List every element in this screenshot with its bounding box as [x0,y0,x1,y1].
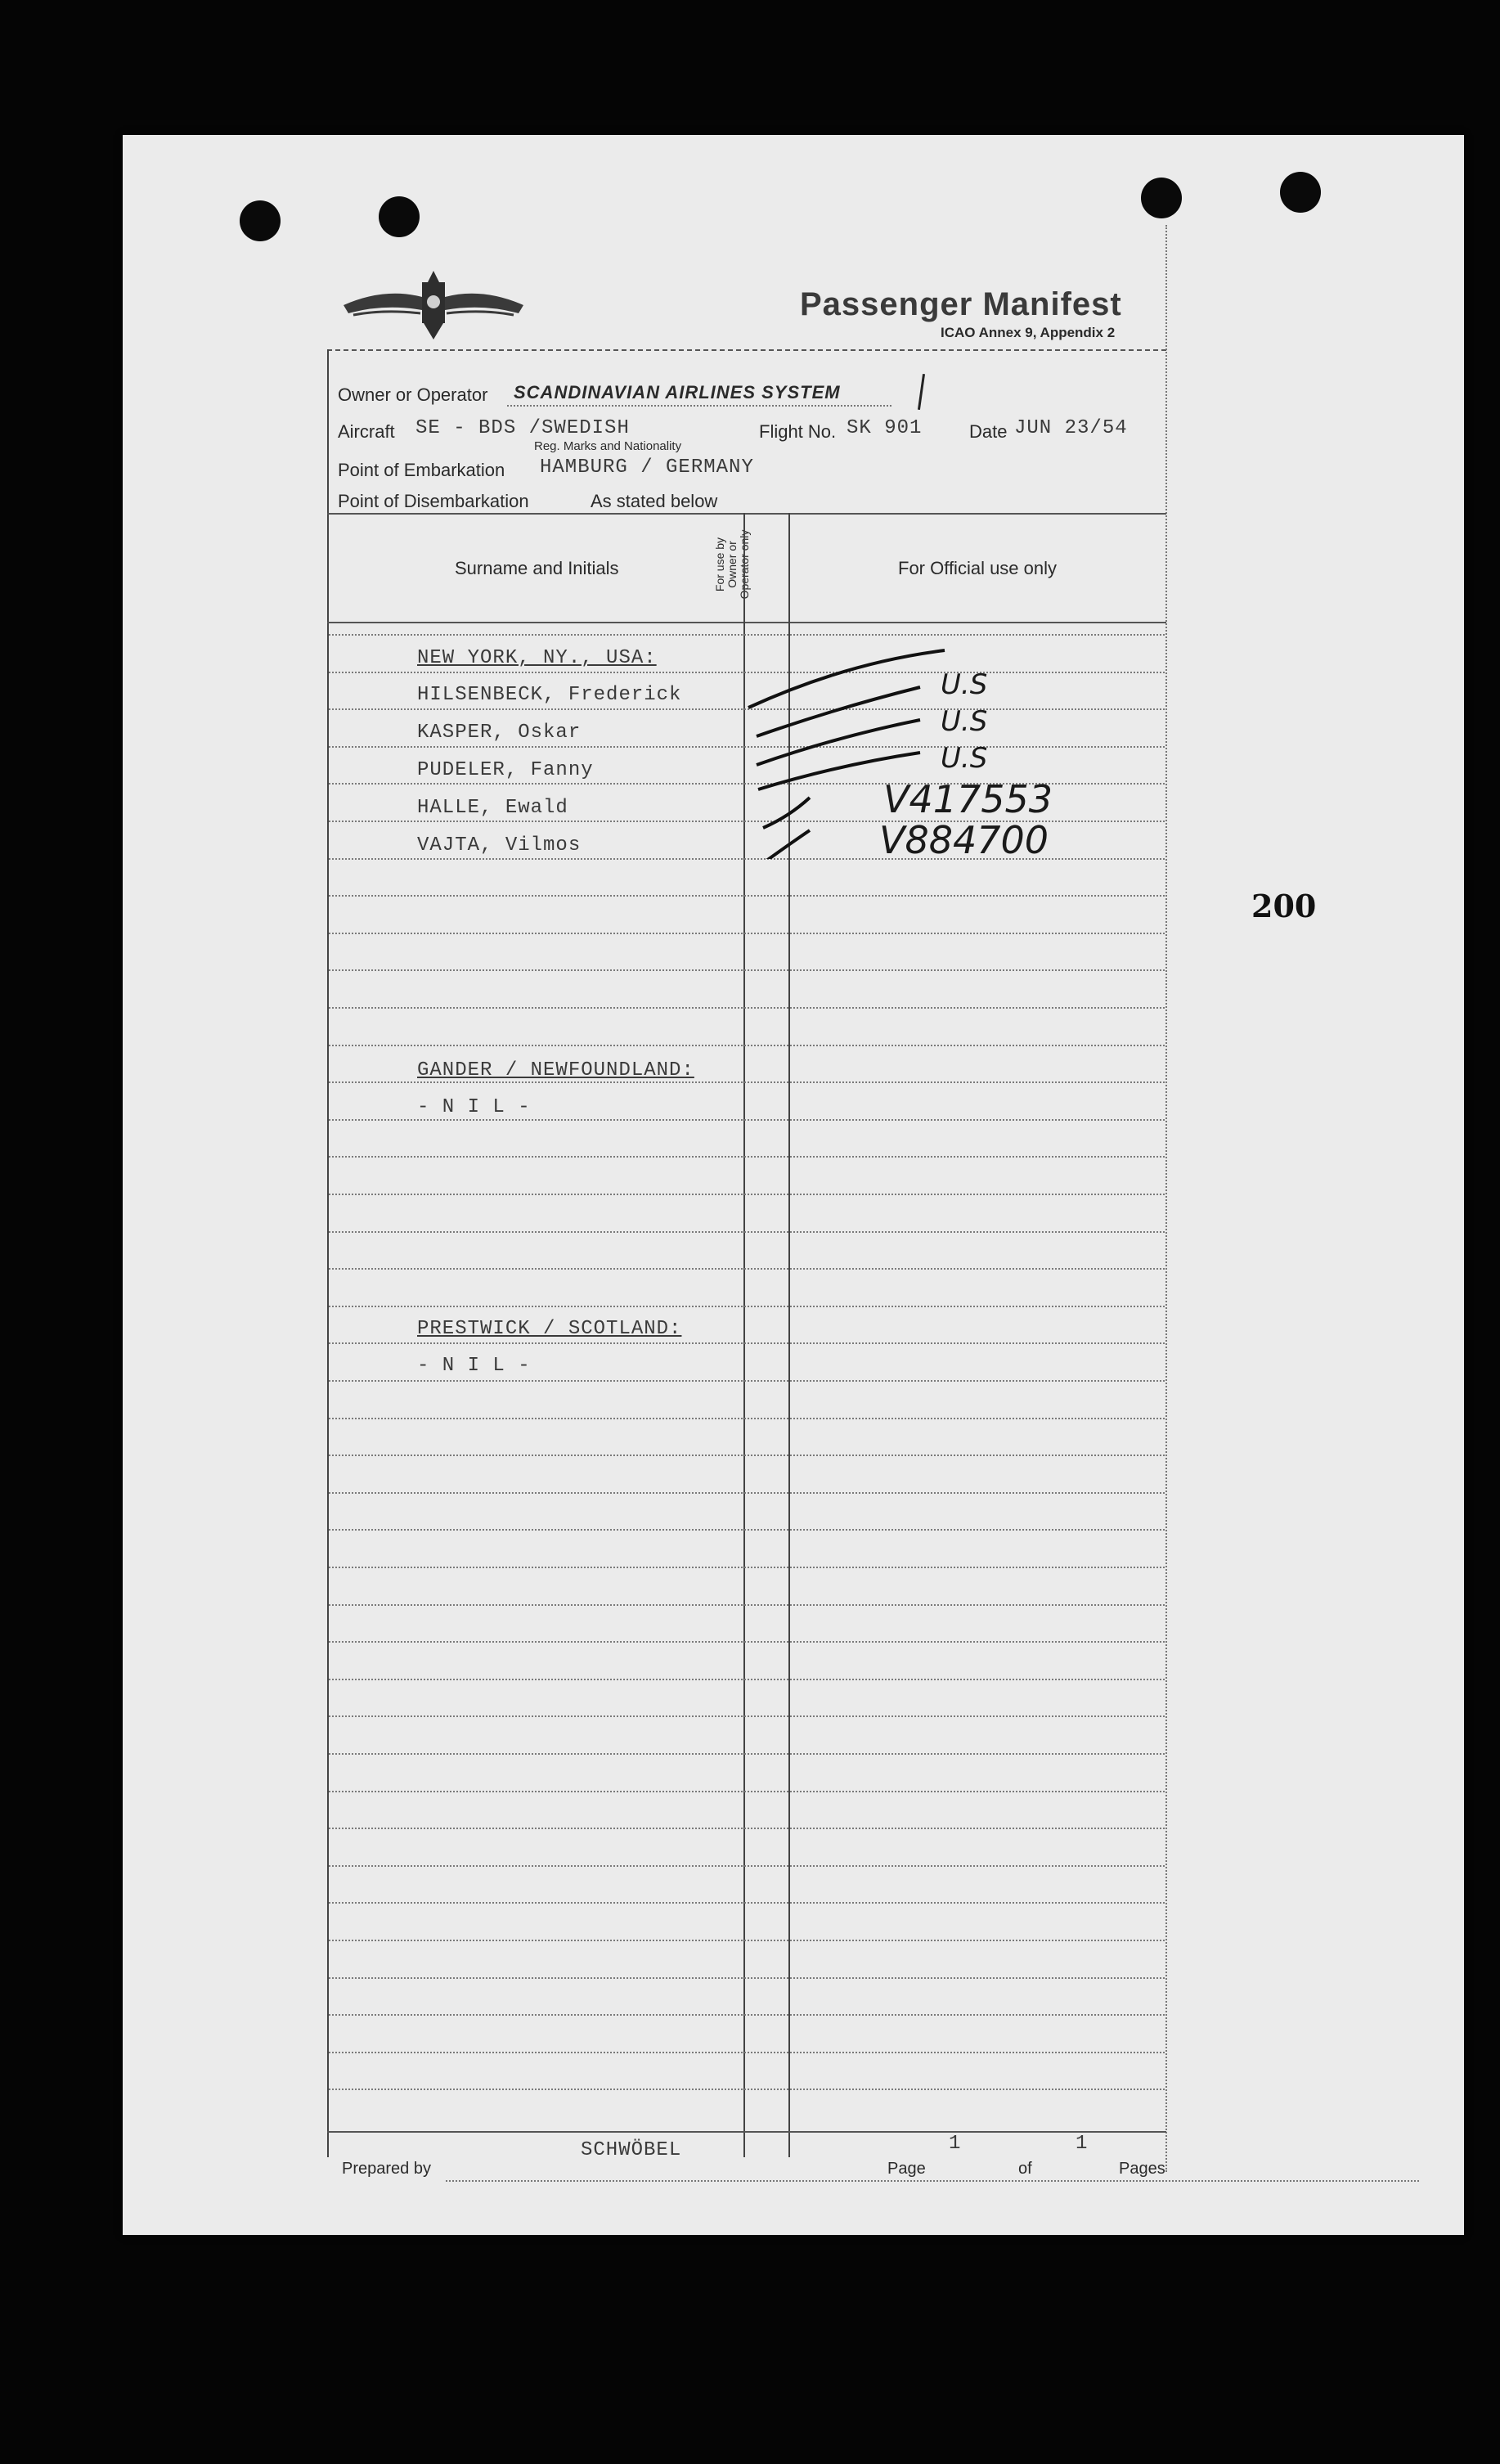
disembarkation-value: As stated below [591,491,718,511]
row-rule [329,1081,1165,1083]
header-rule [327,349,1166,351]
row-rule [329,1492,1165,1494]
official-entry: U.S [941,668,988,701]
row-rule [329,2052,1165,2053]
row-rule [329,2014,1165,2016]
punch-hole [1141,178,1182,218]
prepared-value: SCHWÖBEL [581,2139,682,2161]
row-rule [329,969,1165,971]
passenger-name: HILSENBECK, Frederick [417,684,682,706]
surname-column-header: Surname and Initials [455,558,619,578]
passenger-name: PUDELER, Fanny [417,759,594,781]
row-rule [329,1455,1165,1456]
row-rule [329,2089,1165,2090]
row-rule [329,1194,1165,1195]
row-rule [329,1007,1165,1009]
prepared-label: Prepared by [342,2160,431,2178]
row-rule [329,1679,1165,1680]
flight-label: Flight No. [759,421,837,442]
left-border [327,349,329,2157]
row-rule [329,1940,1165,1941]
row-rule [329,1715,1165,1717]
destination-heading: GANDER / NEWFOUNDLAND: [417,1059,694,1081]
row-rule [329,1529,1165,1531]
row-rule [329,1119,1165,1121]
official-entry: U.S [941,705,988,738]
row-rule [329,1306,1165,1307]
of-label: of [1018,2160,1032,2178]
date-value: JUN 23/54 [1014,417,1128,439]
row-rule [329,1380,1165,1382]
embarkation-label: Point of Embarkation [338,460,505,480]
row-rule [329,1828,1165,1829]
manifest-title: Passenger Manifest [800,286,1122,322]
page-number: 1 [949,2133,962,2155]
table-top-rule [327,513,1166,515]
date-label: Date [969,421,1008,442]
manifest-sheet [123,135,1464,2235]
row-rule [329,1156,1165,1158]
page-label: Page [887,2160,926,2178]
right-margin-line [1165,225,1167,2172]
footer-underline [446,2180,1419,2182]
destination-heading: NEW YORK, NY., USA: [417,647,657,669]
row-rule [329,1342,1165,1344]
row-rule [329,1418,1165,1419]
icao-reference: ICAO Annex 9, Appendix 2 [941,325,1116,340]
row-rule [329,1865,1165,1867]
aircraft-value: SE - BDS /SWEDISH [415,417,630,439]
nil-note: - N I L - [417,1096,531,1118]
row-rule [329,1567,1165,1568]
row-rule [329,1604,1165,1606]
official-column-header: For Official use only [898,558,1058,578]
airline-logo [344,264,523,346]
owner-label: Owner or Operator [338,384,488,405]
row-rule [329,895,1165,897]
owner-underline [507,405,891,407]
pages-total: 1 [1076,2133,1089,2155]
punch-hole [379,196,420,237]
row-rule [329,1045,1165,1046]
header-bottom-rule [327,622,1166,623]
passenger-name: HALLE, Ewald [417,797,568,819]
embarkation-value: HAMBURG / GERMANY [540,456,754,479]
flight-value: SK 901 [847,417,923,439]
row-rule [329,1753,1165,1755]
row-rule [329,1791,1165,1792]
row-rule [329,1268,1165,1270]
footer-rule [327,2131,1166,2133]
margin-stamp-number: 200 [1251,888,1317,924]
punch-hole [240,200,281,241]
destination-heading: PRESTWICK / SCOTLAND: [417,1318,682,1340]
nil-note: - N I L - [417,1355,531,1377]
disembarkation-label: Point of Disembarkation [338,491,529,511]
row-rule [329,1231,1165,1233]
passenger-name: VAJTA, Vilmos [417,834,582,857]
aircraft-label: Aircraft [338,421,395,442]
pages-label: Pages [1119,2160,1165,2178]
row-rule [329,1641,1165,1643]
owner-value: SCANDINAVIAN AIRLINES SYSTEM [514,382,841,402]
pen-check-marks [740,630,1051,859]
official-entry: V417553 [883,777,1053,821]
reg-marks-caption: Reg. Marks and Nationality [534,439,682,453]
official-entry: V884700 [879,818,1049,862]
owner-use-column-header: For use by Owner or Operator only [713,529,751,600]
official-entry: U.S [941,742,988,775]
row-rule [329,1977,1165,1979]
pen-tick [918,374,925,410]
punch-hole [1280,172,1321,213]
passenger-name: KASPER, Oskar [417,722,582,744]
row-rule [329,933,1165,934]
row-rule [329,1902,1165,1904]
